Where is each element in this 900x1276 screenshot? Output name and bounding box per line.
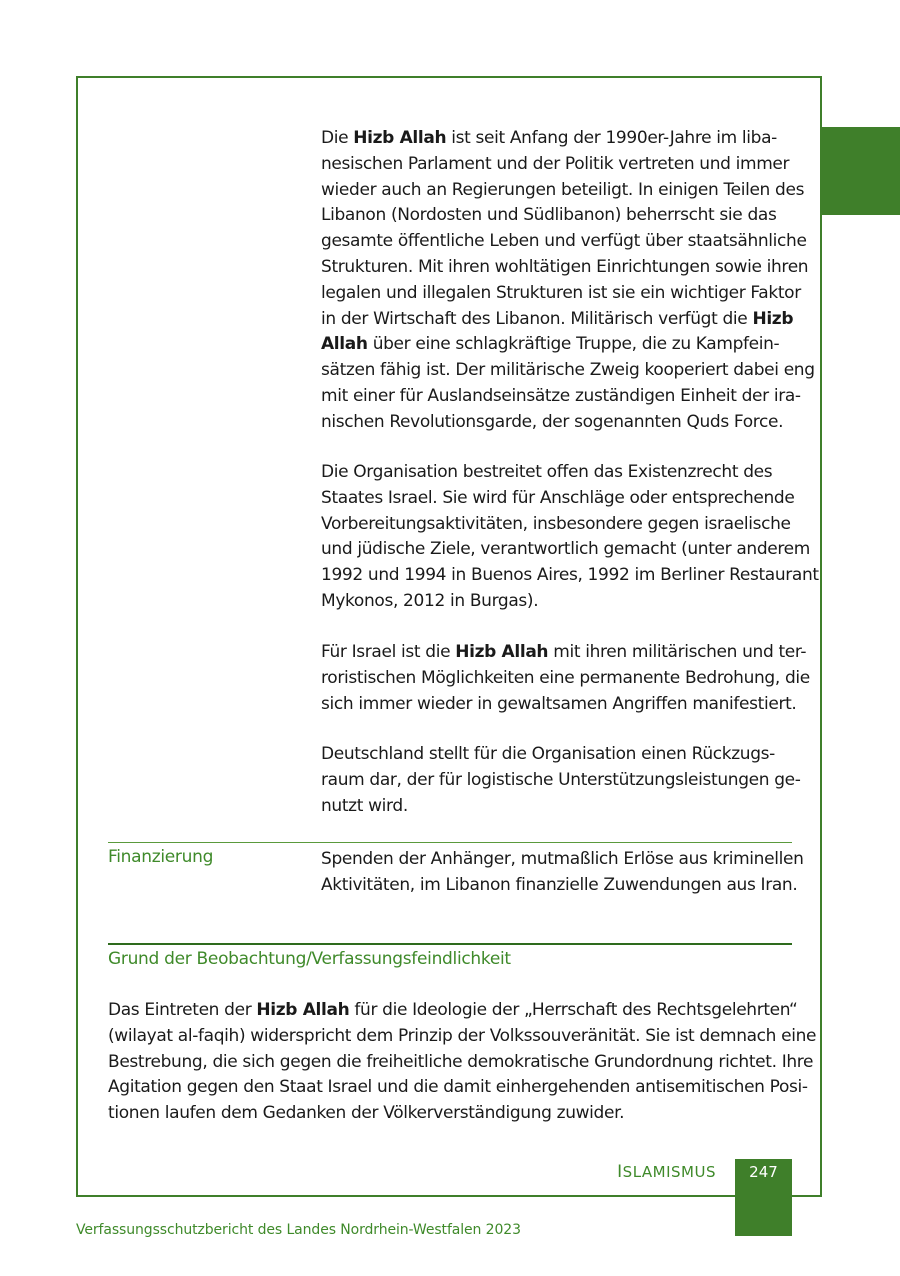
finance-text: Spenden der Anhänger, mutmaßlich Erlöse aus kriminellen Aktivitäten, im Libanon finanzielle Zuwendungen aus Iran.	[321, 849, 804, 895]
page-number: 247	[749, 1163, 778, 1181]
section-label-islamismus: ISLAMISMUS	[617, 1162, 716, 1182]
paragraph-israel-existence: Die Organisation bestreitet offen das Existenzrecht des Staates Israel. Sie wird für Anschläge oder entsprechende Vorbereitungsaktivitäten, insbesondere gegen israelische und jüdische Ziele, verantwortlich gemacht (unter anderem 1992 und 1994 in Buenos Aires, 1992 im Berliner Restaurant Mykonos, 2012 in Burgas).	[321, 462, 819, 611]
paragraph-threat-to-israel: Für Israel ist die Hizb Allah mit ihren militärischen und ter- roristischen Möglichkeiten eine permanente Bedrohung, die sich immer wieder in gewaltsamen Angriffen manifestiert.	[321, 642, 810, 714]
chapter-tab-marker	[822, 127, 900, 215]
observation-heading: Grund der Beobachtung/Verfassungsfeindlichkeit	[108, 949, 511, 969]
divider-finance	[108, 842, 792, 843]
finance-label: Finanzierung	[108, 847, 214, 867]
paragraph-hizb-allah-overview: Die Hizb Allah ist seit Anfang der 1990er-Jahre im liba- nesischen Parlament und der Politik vertreten und immer wieder auch an Regierungen beteiligt. In einigen Teilen des Libanon (Nordosten und Südlibanon) beherrscht sie das gesamte öffentliche Leben und verfügt über staatsähnliche Strukturen. Mit ihren wohltätigen Einrichtungen sowie ihren legalen und illegalen Strukturen ist sie ein wichtiger Faktor in der Wirtschaft des Libanon. Militärisch verfügt die Hizb Allah über eine schlagkräftige Truppe, die zu Kampfein- sätzen fähig ist. Der militärische Zweig kooperiert dabei eng mit einer für Auslandseinsätze zuständigen Einheit der ira- nischen Revolutionsgarde, der sogenannten Quds Force.	[321, 128, 815, 432]
divider-observation	[108, 943, 792, 945]
paragraph-observation-reason: Das Eintreten der Hizb Allah für die Ideologie der „Herrschaft des Rechtsgelehrten“ (wilayat al-faqih) widerspricht dem Prinzip der Volkssouveränität. Sie ist demnach eine Bestrebung, die sich gegen die freiheitliche demokratische Grundordnung richtet. Ihre Agitation gegen den Staat Israel und die damit einhergehenden antisemitischen Posi- tionen laufen dem Gedanken der Völkerverständigung zuwider.	[108, 1000, 817, 1124]
paragraph-germany-retreat: Deutschland stellt für die Organisation einen Rückzugs- raum dar, der für logistische Unterstützungsleistungen ge- nutzt wird.	[321, 744, 801, 816]
publication-footer: Verfassungsschutzbericht des Landes Nordrhein-Westfalen 2023	[76, 1222, 521, 1238]
